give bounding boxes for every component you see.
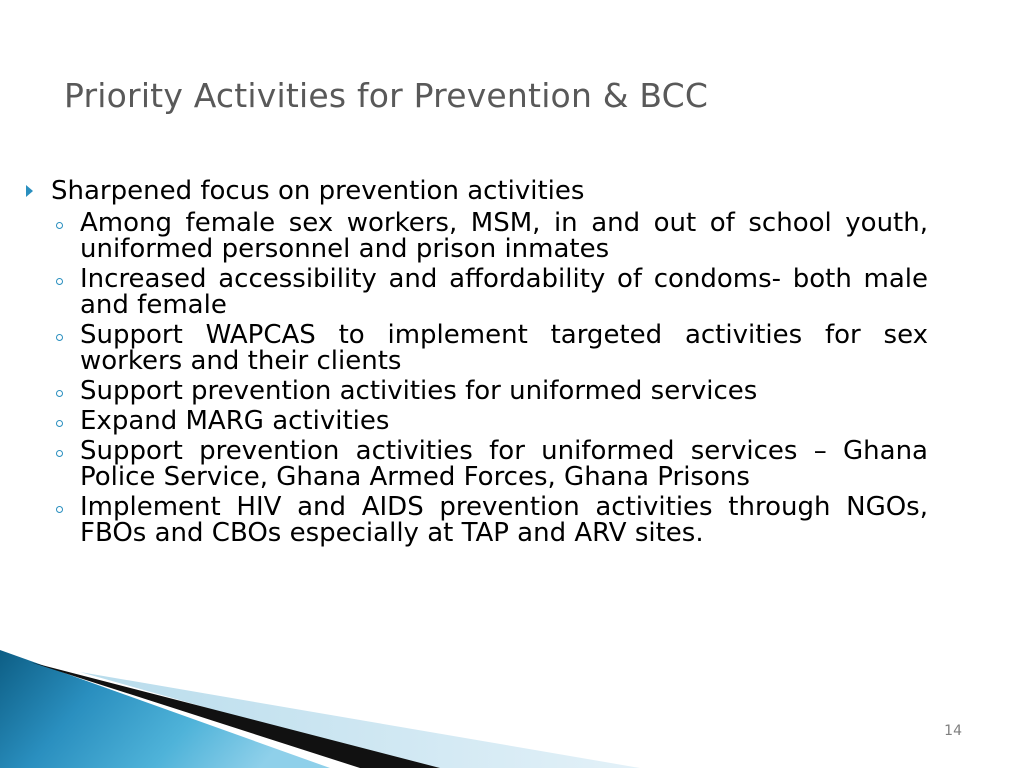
bullet-heading: Sharpened focus on prevention activities <box>51 176 585 206</box>
page-number: 14 <box>944 723 962 739</box>
sub-bullet-text: Support WAPCAS to implement targeted activities for sex workers and their clients <box>80 320 928 376</box>
sub-bullet-text: Support prevention activities for uniformed services <box>80 376 758 406</box>
sub-bullet-text: Support prevention activities for uniformed services – Ghana Police Service, Ghana Armed Forces, Ghana Prisons <box>80 436 928 492</box>
sub-bullet-text: Increased accessibility and affordability of condoms- both male and female <box>80 264 928 320</box>
slide-title: Priority Activities for Prevention & BCC <box>64 76 709 115</box>
sub-bullet-text: Expand MARG activities <box>80 406 390 436</box>
sub-bullet-text: Among female sex workers, MSM, in and out of school youth, uniformed personnel and prison inmates <box>80 208 928 264</box>
sub-bullet-text: Implement HIV and AIDS prevention activities through NGOs, FBOs and CBOs especially at TAP and ARV sites. <box>80 492 928 548</box>
